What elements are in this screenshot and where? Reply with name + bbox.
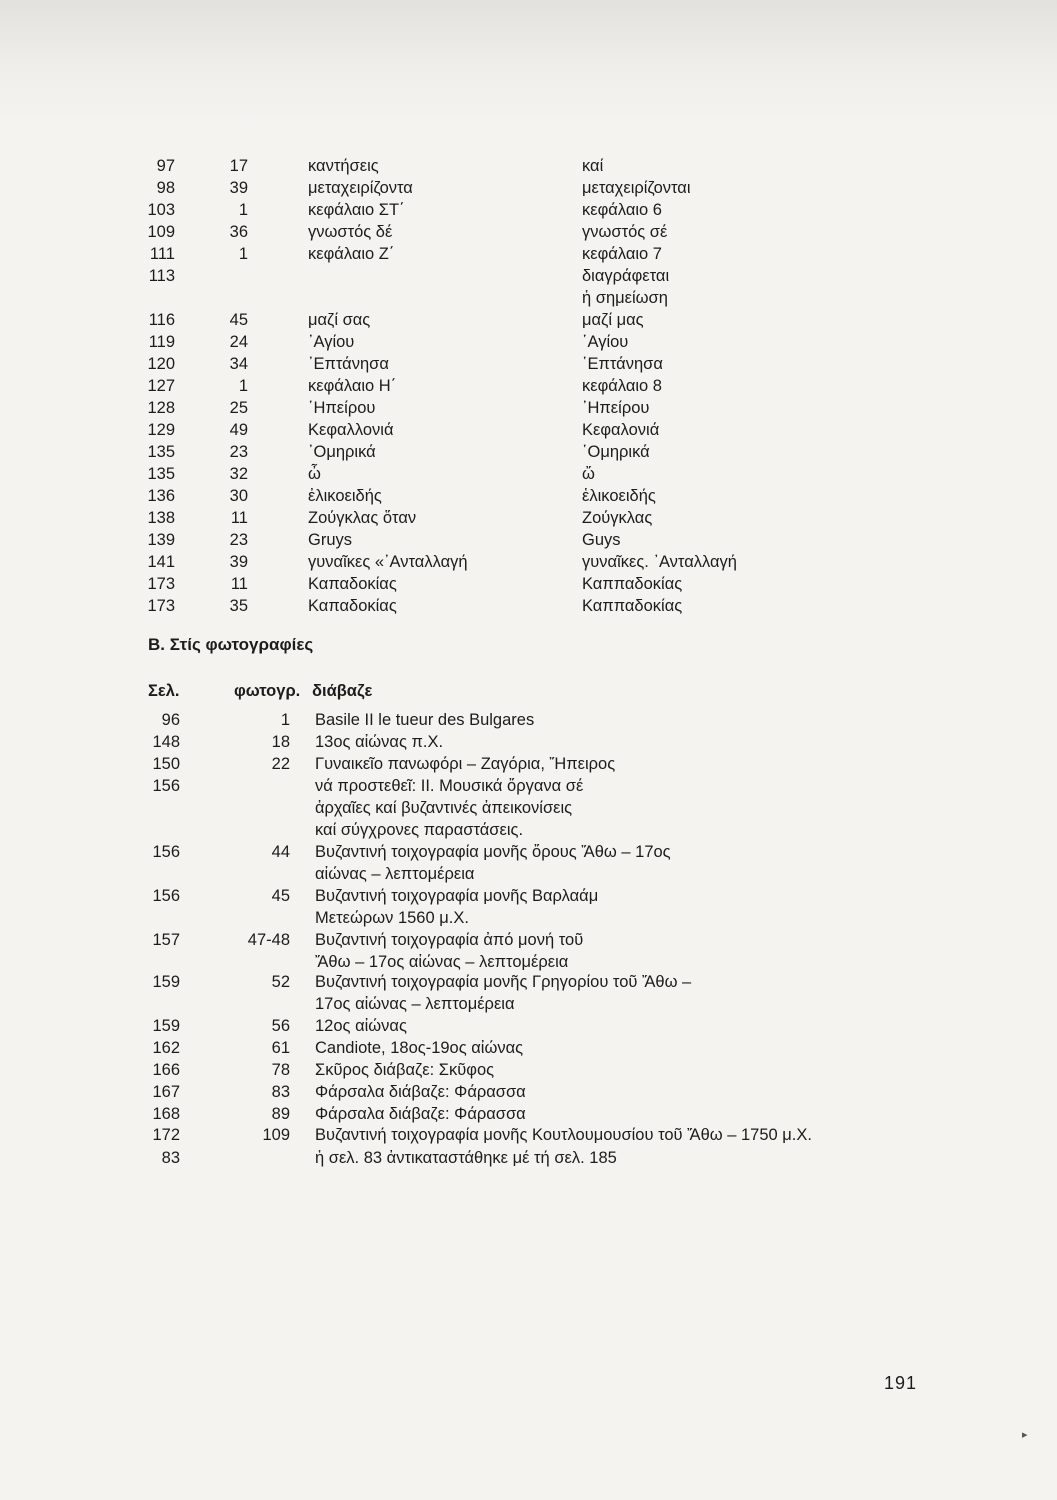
errata-correct-text: καί xyxy=(582,157,604,175)
errata-correct-text: ᾿Ηπείρου xyxy=(582,399,650,417)
photo-page-no: 96 xyxy=(161,711,180,729)
photo-correction-text: Βυζαντινή τοιχογραφία μονῆς ὄρους Ἄθω – 17ος xyxy=(315,843,671,861)
errata-page-no: 139 xyxy=(147,531,175,549)
errata-line-no: 11 xyxy=(230,509,248,527)
errata-page-no: 136 xyxy=(147,487,175,505)
errata-wrong-text: γνωστός δέ xyxy=(308,223,393,241)
errata-line-no: 11 xyxy=(230,575,248,593)
errata-correct-text: ῾Αγίου xyxy=(582,333,629,351)
photo-correction-text: Basile II le tueur des Bulgares xyxy=(315,711,535,729)
photo-page-no: 172 xyxy=(152,1126,180,1144)
errata-correct-text: ῾Επτάνησα xyxy=(582,355,663,373)
photo-correction-text: ἀρχαῖες καί βυζαντινές ἀπεικονίσεις xyxy=(315,799,573,817)
photo-number: 89 xyxy=(271,1105,290,1123)
errata-correct-text: διαγράφεται xyxy=(582,267,670,285)
errata-correct-text: Ζούγκλας xyxy=(582,509,653,527)
photo-correction-text: 13ος αἰώνας π.Χ. xyxy=(315,733,444,751)
errata-wrong-text: καντήσεις xyxy=(308,157,379,175)
photo-correction-text: Candiote, 18ος-19ος αἰώνας xyxy=(315,1039,524,1057)
photo-correction-text: Βυζαντινή τοιχογραφία μονῆς Γρηγορίου τοῦ Ἄθω – xyxy=(315,973,692,991)
errata-wrong-text: Ζούγκλας ὅταν xyxy=(308,509,417,527)
photo-number: 56 xyxy=(271,1017,290,1035)
errata-page-no: 128 xyxy=(147,399,175,417)
errata-page-no: 111 xyxy=(149,245,175,263)
photo-correction-text: Σκῦρος διάβαζε: Σκῦφος xyxy=(315,1061,495,1079)
errata-page-no: 135 xyxy=(147,465,175,483)
errata-wrong-text: Gruys xyxy=(308,531,353,549)
photo-number: 109 xyxy=(262,1126,290,1144)
errata-wrong-text: ᾿Ομηρικά xyxy=(308,443,376,461)
errata-correct-text: κεφάλαιο 6 xyxy=(582,201,662,219)
photo-number: 22 xyxy=(271,755,290,773)
errata-line-no: 32 xyxy=(229,465,248,483)
photo-correction-text: Βυζαντινή τοιχογραφία μονῆς Κουτλουμουσίου τοῦ Ἄθω – 1750 μ.Χ. xyxy=(315,1126,812,1144)
errata-line-no: 17 xyxy=(229,157,248,175)
errata-page-no: 120 xyxy=(147,355,175,373)
errata-correct-text: γνωστός σέ xyxy=(582,223,668,241)
photo-page-no: 156 xyxy=(152,843,180,861)
photo-page-no: 83 xyxy=(161,1149,180,1167)
photo-page-no: 166 xyxy=(152,1061,180,1079)
photo-page-no: 167 xyxy=(152,1083,180,1101)
errata-correct-text: Καππαδοκίας xyxy=(582,575,683,593)
errata-wrong-text: ἐλικοειδής xyxy=(308,487,382,505)
photo-page-no: 168 xyxy=(152,1105,180,1123)
photo-page-no: 159 xyxy=(152,1017,180,1035)
photo-page-no: 159 xyxy=(152,973,180,991)
errata-wrong-text: κεφάλαιο ΣΤ΄ xyxy=(308,201,405,219)
errata-line-no: 23 xyxy=(229,531,248,549)
errata-line-no: 34 xyxy=(229,355,248,373)
errata-correct-text: ὤ xyxy=(582,465,595,483)
photo-number: 52 xyxy=(271,973,290,991)
errata-correct-text: Καππαδοκίας xyxy=(582,597,683,615)
photo-correction-text: Βυζαντινή τοιχογραφία μονῆς Βαρλαάμ xyxy=(315,887,599,905)
photo-correction-text: αἰώνας – λεπτομέρεια xyxy=(315,865,475,883)
photo-correction-text: 17ος αἰώνας – λεπτομέρεια xyxy=(315,995,515,1013)
photo-correction-text: Φάρσαλα διάβαζε: Φάρασσα xyxy=(315,1083,526,1101)
errata-correct-text: κεφάλαιο 8 xyxy=(582,377,662,395)
errata-line-no: 45 xyxy=(229,311,248,329)
errata-page-no: 173 xyxy=(147,575,175,593)
photo-number: 18 xyxy=(271,733,290,751)
errata-correct-text: ῾Ομηρικά xyxy=(582,443,650,461)
errata-correct-text: Guys xyxy=(582,531,621,549)
photo-section-heading: Β. Στίς φωτογραφίες xyxy=(148,635,314,654)
errata-page-no: 116 xyxy=(148,311,175,329)
errata-page-no: 141 xyxy=(147,553,175,571)
col-head-read: διάβαζε xyxy=(312,682,373,700)
photo-correction-text: Φάρσαλα διάβαζε: Φάρασσα xyxy=(315,1105,526,1123)
photo-number: 1 xyxy=(280,711,290,729)
errata-wrong-text: ᾿Επτάνησα xyxy=(308,355,389,373)
errata-page-no: 113 xyxy=(148,267,175,285)
photo-correction-text: ἡ σελ. 83 ἀντικαταστάθηκε μέ τή σελ. 185 xyxy=(315,1149,617,1167)
errata-correct-text: γυναῖκες. ᾿Ανταλλαγή xyxy=(582,553,737,571)
photo-number: 61 xyxy=(271,1039,290,1057)
errata-page-no: 173 xyxy=(147,597,175,615)
photo-correction-text: Ἄθω – 17ος αἰώνας – λεπτομέρεια xyxy=(315,953,569,971)
photo-page-no: 156 xyxy=(152,777,180,795)
errata-wrong-text: Κεφαλλονιά xyxy=(308,421,394,439)
errata-page-no: 127 xyxy=(147,377,175,395)
photo-number: 78 xyxy=(271,1061,290,1079)
photo-page-no: 157 xyxy=(152,931,180,949)
photo-page-no: 150 xyxy=(152,755,180,773)
photo-correction-text: Γυναικεῖο πανωφόρι – Ζαγόρια, Ἤπειρος xyxy=(315,755,616,773)
corner-mark: ▸ xyxy=(1022,1429,1028,1441)
errata-line-no: 30 xyxy=(229,487,248,505)
photo-correction-text: Βυζαντινή τοιχογραφία ἀπό μονή τοῦ xyxy=(315,931,584,949)
errata-line-no: 24 xyxy=(229,333,248,351)
errata-wrong-text: Καπαδοκίας xyxy=(308,575,397,593)
photo-page-no: 162 xyxy=(152,1039,180,1057)
photo-page-no: 156 xyxy=(152,887,180,905)
errata-wrong-text: ῾Ηπείρου xyxy=(308,399,376,417)
errata-line-no: 49 xyxy=(229,421,248,439)
errata-line-no: 1 xyxy=(238,245,248,263)
errata-correct-text: Κεφαλονιά xyxy=(582,421,660,439)
page-number: 191 xyxy=(884,1373,918,1393)
errata-line-no: 23 xyxy=(229,443,248,461)
errata-line-no: 39 xyxy=(229,179,248,197)
errata-wrong-text: μαζί σας xyxy=(308,311,371,329)
photo-number: 44 xyxy=(271,843,290,861)
photo-number: 45 xyxy=(271,887,290,905)
photo-correction-text: 12ος αἰώνας xyxy=(315,1017,407,1035)
errata-line-no: 1 xyxy=(238,201,248,219)
errata-page-no: 138 xyxy=(147,509,175,527)
col-head-photo: φωτογρ. xyxy=(234,682,301,700)
errata-line-no: 35 xyxy=(229,597,248,615)
errata-wrong-text: ὦ xyxy=(308,465,321,483)
photo-correction-text: Μετεώρων 1560 μ.Χ. xyxy=(315,909,469,927)
errata-correct-text: ἑλικοειδής xyxy=(582,487,656,505)
errata-line-no: 39 xyxy=(229,553,248,571)
errata-page-no: 135 xyxy=(147,443,175,461)
errata-line-no: 25 xyxy=(229,399,248,417)
errata-correct-text: μεταχειρίζονται xyxy=(582,179,691,197)
col-head-page: Σελ. xyxy=(148,682,180,700)
errata-correct-text: μαζί μας xyxy=(582,311,644,329)
errata-wrong-text: Καπαδοκίας xyxy=(308,597,397,615)
errata-page-no: 98 xyxy=(156,179,175,197)
errata-page-no: 109 xyxy=(147,223,175,241)
photo-number: 83 xyxy=(271,1083,290,1101)
errata-page-no: 119 xyxy=(148,333,175,351)
errata-page-no: 103 xyxy=(147,201,175,219)
errata-correct-text: κεφάλαιο 7 xyxy=(582,245,662,263)
errata-wrong-text: ᾿Αγίου xyxy=(308,333,355,351)
errata-wrong-text: γυναῖκες «᾿Ανταλλαγή xyxy=(308,553,468,571)
errata-line-no: 1 xyxy=(238,377,248,395)
photo-page-no: 148 xyxy=(152,733,180,751)
photo-number: 47-48 xyxy=(247,931,290,949)
errata-wrong-text: κεφάλαιο Η΄ xyxy=(308,377,397,395)
errata-page-no: 129 xyxy=(147,421,175,439)
errata-page-no: 97 xyxy=(156,157,175,175)
photo-correction-text: νά προστεθεῖ: ΙΙ. Μουσικά ὄργανα σέ xyxy=(315,777,584,795)
errata-wrong-text: κεφάλαιο Ζ΄ xyxy=(308,245,395,263)
errata-wrong-text: μεταχειρίζοντα xyxy=(308,179,413,197)
photo-correction-text: καί σύγχρονες παραστάσεις. xyxy=(315,821,524,839)
errata-line-no: 36 xyxy=(229,223,248,241)
errata-correct-text: ἡ σημείωση xyxy=(582,289,668,307)
